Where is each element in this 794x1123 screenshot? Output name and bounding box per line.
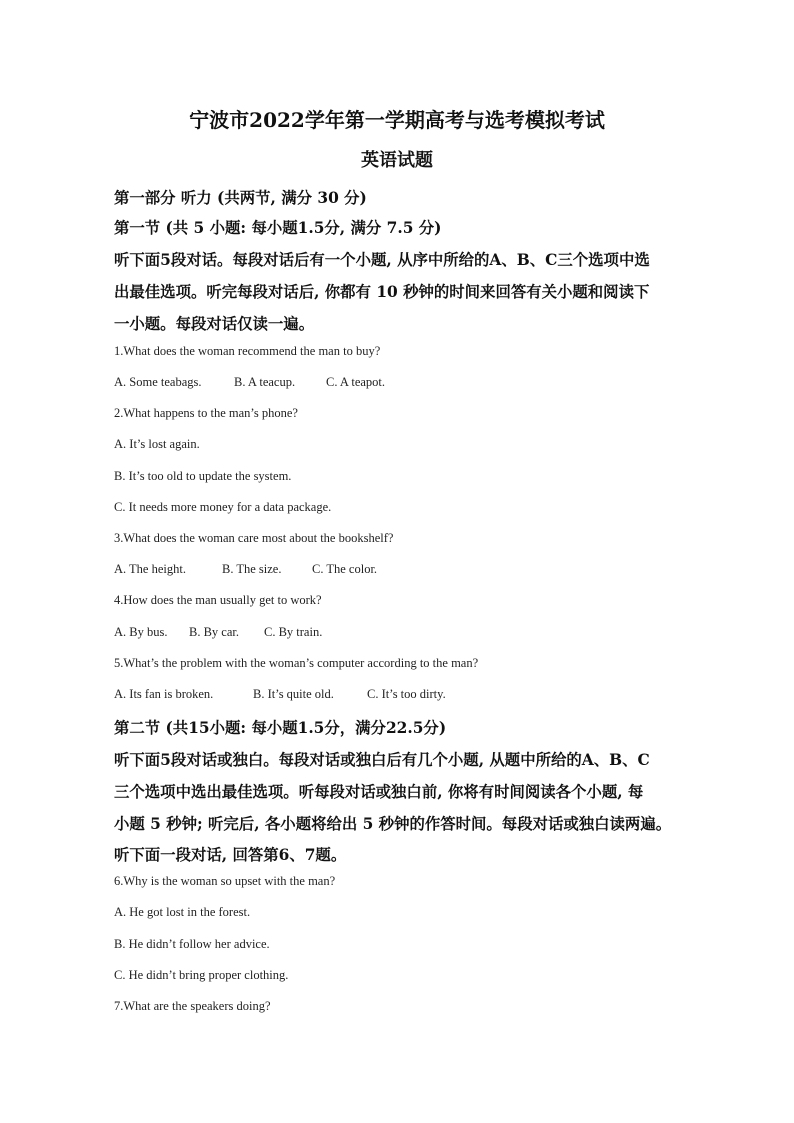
option-b: B. By car.: [189, 625, 239, 639]
option-c: C. By train.: [264, 625, 323, 639]
section1-instruction-line: 一小题。每段对话仅读一遍。: [114, 315, 315, 333]
question-stem: 1.What does the woman recommend the man to buy?: [114, 344, 381, 358]
question-stem: 5.What’s the problem with the woman’s computer according to the man?: [114, 656, 479, 670]
option-b: B. A teacup.: [234, 375, 296, 389]
question-stem: 4.How does the man usually get to work?: [114, 593, 322, 607]
section2-instruction-line: 小题 5 秒钟; 听完后, 各小题将给出 5 秒钟的作答时间。每段对话或独白读两遍。: [114, 815, 672, 833]
question-options: [114, 687, 446, 702]
question-options: [114, 562, 377, 577]
option-a: A. The height.: [114, 562, 186, 576]
section1-instruction-line: 听下面5段对话。每段对话后有一个小题, 从序中所给的A、B、C三个选项中选: [114, 251, 650, 269]
question-options: [114, 625, 322, 640]
option-c: C. The color.: [312, 562, 378, 576]
option-c: C. It’s too dirty.: [367, 687, 446, 701]
option-a: A. It’s lost again.: [114, 437, 200, 451]
option-a: A. Some teabags.: [114, 375, 202, 389]
part-heading: 第一部分 听力 (共两节, 满分 30 分): [114, 189, 367, 207]
exam-subtitle: 英语试题: [361, 150, 433, 171]
question-stem: 7.What are the speakers doing?: [114, 999, 271, 1013]
option-a: A. By bus.: [114, 625, 168, 639]
option-a: A. Its fan is broken.: [114, 687, 214, 701]
option-b: B. The size.: [222, 562, 282, 576]
section2-heading: 第二节 (共15小题: 每小题1.5分，满分22.5分): [114, 719, 447, 737]
question-stem: 3.What does the woman care most about the bookshelf?: [114, 531, 394, 545]
option-b: B. It’s quite old.: [253, 687, 334, 701]
option-a: A. He got lost in the forest.: [114, 905, 251, 919]
option-b: B. He didn’t follow her advice.: [114, 937, 270, 951]
option-c: C. He didn’t bring proper clothing.: [114, 968, 289, 982]
option-b: B. It’s too old to update the system.: [114, 469, 292, 483]
question-options: [114, 375, 385, 390]
section1-heading: 第一节 (共 5 小题: 每小题1.5分, 满分 7.5 分): [114, 219, 442, 237]
section2-instruction-line: 三个选项中选出最佳选项。听每段对话或独白前, 你将有时间阅读各个小题, 每: [114, 783, 644, 801]
exam-title: 宁波市2022学年第一学期高考与选考模拟考试: [189, 108, 605, 132]
question-stem: 6.Why is the woman so upset with the man?: [114, 874, 336, 888]
section2-lead: 听下面一段对话, 回答第6、7题。: [114, 846, 347, 864]
section1-instruction-line: 出最佳选项。听完每段对话后, 你都有 10 秒钟的时间来回答有关小题和阅读下: [114, 283, 650, 301]
section2-instruction-line: 听下面5段对话或独白。每段对话或独白后有几个小题, 从题中所给的A、B、C: [114, 751, 650, 769]
option-c: C. It needs more money for a data package.: [114, 500, 332, 514]
question-stem: 2.What happens to the man’s phone?: [114, 406, 298, 420]
option-c: C. A teapot.: [326, 375, 386, 389]
